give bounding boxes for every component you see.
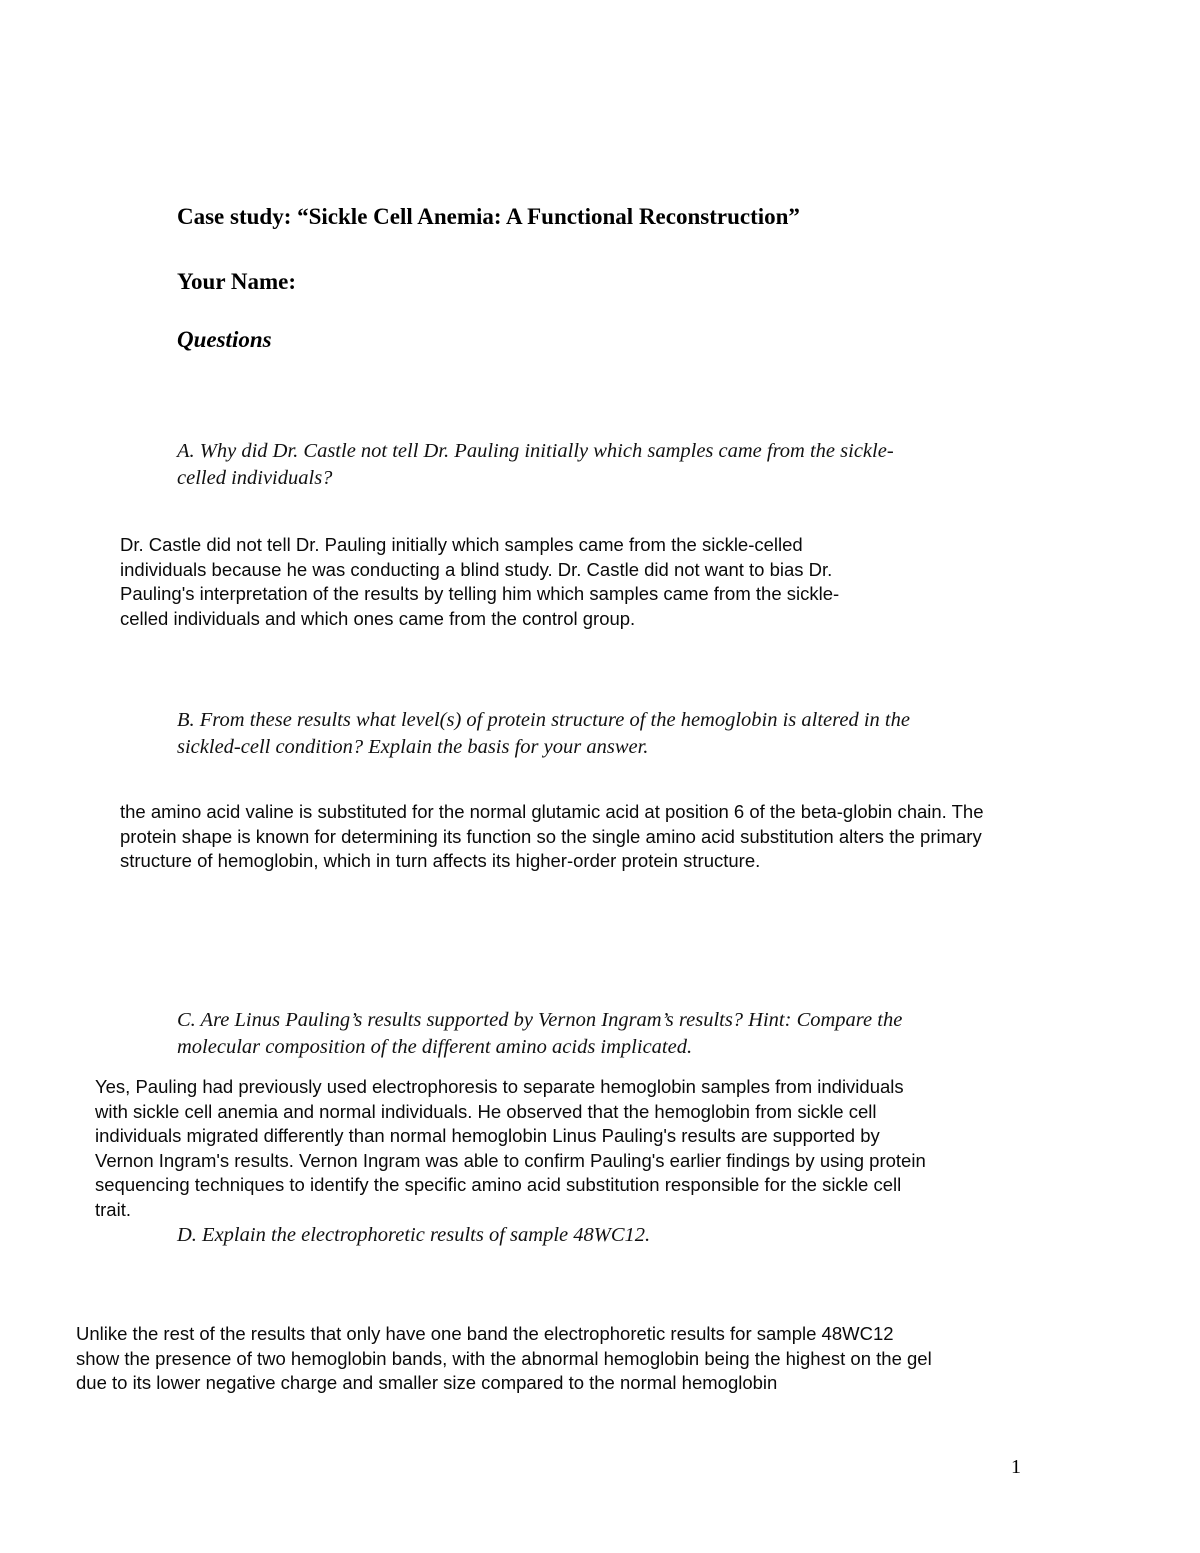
document-title: Case study: “Sickle Cell Anemia: A Functional Reconstruction” [177, 204, 800, 229]
answer-b-line: protein shape is known for determining its function so the single amino acid substitution alters the primary [120, 825, 982, 847]
name-label: Your Name: [177, 269, 297, 294]
answer-a [120, 533, 839, 631]
question-c-line: molecular composition of the different amino acids implicated. [177, 1036, 693, 1058]
answer-c-line: Yes, Pauling had previously used electrophoresis to separate hemoglobin samples from individuals [95, 1076, 904, 1097]
questions-heading: Questions [177, 327, 272, 352]
answer-d-line: show the presence of two hemoglobin bands, with the abnormal hemoglobin being the highest on the gel [76, 1347, 932, 1369]
answer-a-line: Pauling's interpretation of the results by telling him which samples came from the sickle- [120, 583, 840, 604]
answer-b [120, 800, 984, 874]
answer-d-line: Unlike the rest of the results that only have one band the electrophoretic results for sample 48WC12 [76, 1323, 894, 1344]
question-a-line: A. Why did Dr. Castle not tell Dr. Pauling initially which samples came from the sickle- [177, 440, 894, 462]
answer-a-line: individuals because he was conducting a blind study. Dr. Castle did not want to bias Dr. [120, 558, 833, 580]
answer-c-line: sequencing techniques to identify the specific amino acid substitution responsible for the sickle cell [95, 1174, 902, 1195]
question-d [177, 1222, 650, 1249]
page-number: 1 [1011, 1456, 1021, 1478]
answer-c-line: individuals migrated differently than normal hemoglobin Linus Pauling's results are supported by [95, 1125, 880, 1146]
answer-a-line: celled individuals and which ones came from the control group. [120, 607, 636, 629]
answer-c [95, 1075, 926, 1222]
answer-a-line: Dr. Castle did not tell Dr. Pauling initially which samples came from the sickle-celled [120, 534, 803, 555]
answer-c-line: trait. [95, 1198, 131, 1220]
question-d-line: D. Explain the electrophoretic results of sample 48WC12. [177, 1224, 651, 1246]
answer-c-line: Vernon Ingram's results. Vernon Ingram was able to confirm Pauling's earlier findings by using protein [95, 1149, 926, 1171]
question-a [177, 438, 894, 492]
question-b-line: sickled-cell condition? Explain the basis for your answer. [177, 736, 649, 758]
answer-b-line: structure of hemoglobin, which in turn affects its higher-order protein structure. [120, 850, 761, 871]
answer-c-line: with sickle cell anemia and normal individuals. He observed that the hemoglobin from sickle cell [95, 1100, 877, 1122]
answer-d [76, 1322, 932, 1396]
question-c [177, 1007, 902, 1061]
answer-d-line: due to its lower negative charge and smaller size compared to the normal hemoglobin [76, 1372, 778, 1393]
question-b-line: B. From these results what level(s) of protein structure of the hemoglobin is altered in the [177, 709, 910, 731]
answer-b-line: the amino acid valine is substituted for the normal glutamic acid at position 6 of the beta-globin chain. The [120, 801, 984, 822]
question-b [177, 707, 910, 761]
question-a-line: celled individuals? [177, 467, 333, 489]
question-c-line: C. Are Linus Pauling’s results supported by Vernon Ingram’s results? Hint: Compare the [177, 1009, 903, 1031]
